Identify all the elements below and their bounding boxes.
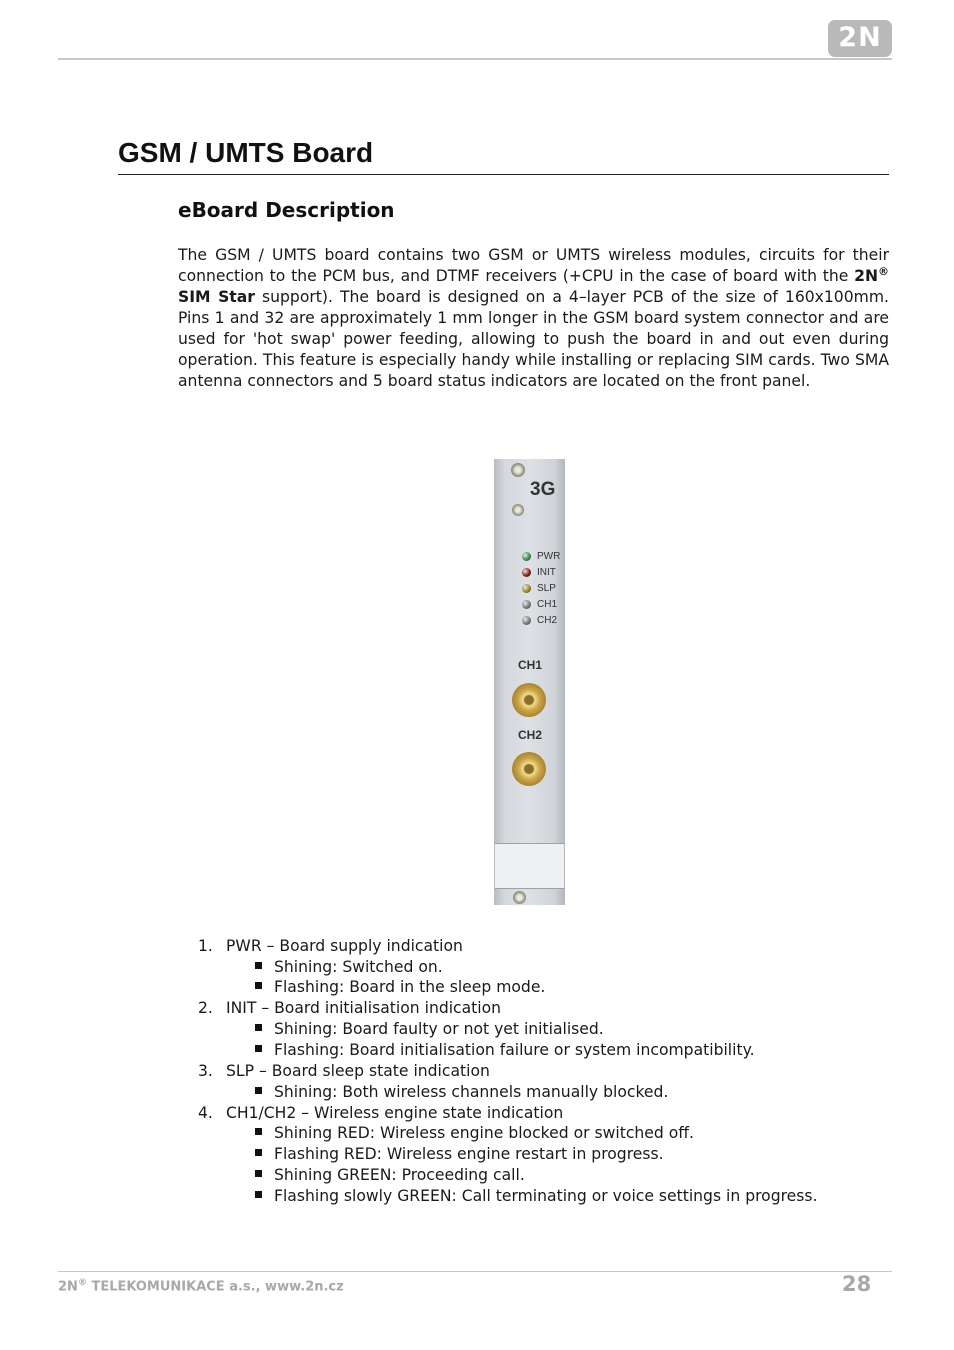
list-subitem: Shining: Board faulty or not yet initialised.	[274, 1020, 604, 1038]
footer-company-text: TELEKOMUNIKACE a.s., www.2n.cz	[86, 1279, 344, 1295]
list-number: 1.	[198, 937, 213, 955]
footer-company	[58, 1278, 344, 1294]
footer-rule	[58, 1271, 892, 1272]
bullet-icon	[255, 1170, 262, 1177]
bullet-icon	[255, 1087, 262, 1094]
sma-connector-icon	[512, 683, 546, 717]
page-number: 28	[842, 1272, 872, 1296]
led-pwr-icon	[522, 552, 531, 561]
logo-text: 2N	[838, 22, 882, 53]
paragraph-registered-mark: ®	[878, 264, 889, 278]
bullet-icon	[255, 1128, 262, 1135]
screw-icon	[513, 891, 526, 904]
list-subitem: Flashing slowly GREEN: Call terminating or voice settings in progress.	[274, 1187, 818, 1205]
connector-label-ch2: CH2	[518, 728, 543, 742]
paragraph-text-1: The GSM / UMTS board contains two GSM or UMTS wireless modules, circuits for their connection to the PCM bus, and DTMF receivers (+CPU in the case of board with the	[178, 246, 889, 285]
list-item: SLP – Board sleep state indication	[226, 1062, 490, 1080]
list-item: CH1/CH2 – Wireless engine state indication	[226, 1104, 564, 1122]
board-tag-label: 3G	[530, 479, 556, 500]
bullet-icon	[255, 1024, 262, 1031]
list-item: PWR – Board supply indication	[226, 937, 463, 955]
bullet-icon	[255, 1149, 262, 1156]
led-slp-icon	[522, 584, 531, 593]
led-ch2-icon	[522, 616, 531, 625]
bullet-icon	[255, 982, 262, 989]
description-paragraph	[178, 245, 889, 392]
list-number: 4.	[198, 1104, 213, 1122]
brand-logo	[828, 20, 892, 57]
led-label-init: INIT	[537, 567, 556, 578]
list-subitem: Flashing: Board in the sleep mode.	[274, 978, 546, 996]
title-rule	[118, 174, 889, 175]
led-ch1-icon	[522, 600, 531, 609]
board-label-window	[495, 843, 564, 889]
led-init-icon	[522, 568, 531, 577]
list-number: 2.	[198, 999, 213, 1017]
screw-icon	[511, 463, 525, 477]
list-item: INIT – Board initialisation indication	[226, 999, 502, 1017]
bullet-icon	[255, 1191, 262, 1198]
board-front-panel-image	[494, 459, 565, 905]
list-subitem: Shining: Both wireless channels manually blocked.	[274, 1083, 669, 1101]
paragraph-text-2: support). The board is designed on a 4–layer PCB of the size of 160x100mm. Pins 1 and 32 are approximately 1 mm longer in the GSM board system connector and are used for 'hot swap' power feeding, allowing to push the board in and out even during operation. This feature is especially handy while installing or replacing SIM cards. Two SMA antenna connectors and 5 board status indicators are located on the front panel.	[178, 288, 889, 390]
paragraph-product: SIM Star	[178, 288, 255, 306]
led-label-pwr: PWR	[537, 551, 561, 562]
connector-label-ch1: CH1	[518, 658, 543, 672]
sma-connector-icon	[512, 752, 546, 786]
list-number: 3.	[198, 1062, 213, 1080]
section-subtitle: eBoard Description	[178, 198, 395, 222]
footer-registered-mark: ®	[77, 1278, 87, 1288]
list-subitem: Shining: Switched on.	[274, 958, 443, 976]
paragraph-brand: 2N	[854, 267, 878, 285]
page-title: GSM / UMTS Board	[118, 137, 374, 168]
footer-brand: 2N	[58, 1279, 78, 1295]
list-subitem: Flashing: Board initialisation failure or system incompatibility.	[274, 1041, 755, 1059]
header-rule	[58, 58, 892, 60]
list-subitem: Flashing RED: Wireless engine restart in progress.	[274, 1145, 664, 1163]
led-label-ch2: CH2	[537, 615, 558, 626]
screw-icon	[512, 504, 524, 516]
list-subitem: Shining GREEN: Proceeding call.	[274, 1166, 525, 1184]
bullet-icon	[255, 962, 262, 969]
led-label-slp: SLP	[537, 583, 556, 594]
bullet-icon	[255, 1045, 262, 1052]
list-subitem: Shining RED: Wireless engine blocked or switched off.	[274, 1124, 694, 1142]
led-label-ch1: CH1	[537, 599, 558, 610]
